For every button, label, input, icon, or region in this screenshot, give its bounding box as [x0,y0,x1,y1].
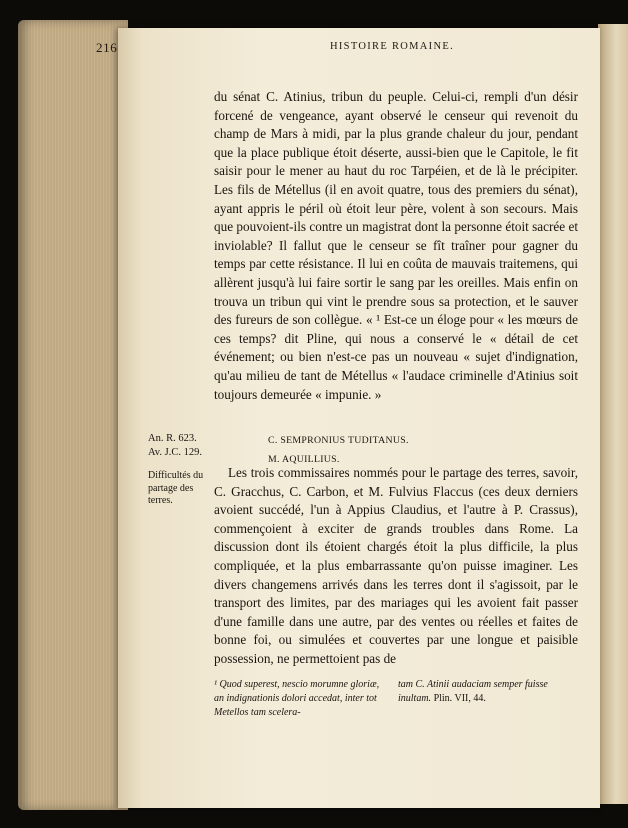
page-number: 216 [96,40,118,55]
year-margin-note [148,432,218,460]
year-rome: An. R. 623. [148,433,197,444]
main-paragraph: du sénat C. Atinius, tribun du peuple. Celui-ci, rempli d'un désir forcené de vengeance, ayant observé le censeur qui revenoit du champ de Mars à midi, par la plus grande chaleur du jour, pendant que la place publique étoit déserte, aussi-bien que le Capitole, le fit saisir pour le mener au haut du roc Tarpéien, et de là le précipiter. Les fils de Métellus (il en avoit quatre, tous des premiers du sénat), ayant appris le péril où étoit leur père, volent à son secours. Mais que pouvoient-ils contre un magistrat dont la personne étoit sacrée et inviolable? Il fallut que le censeur se fît traîner pour gagner du temps par cette résistance. Il lui en coûta de mauvais traitemens, qui allèrent jusqu'à lui faire sortir le sang par les oreilles. Mais enfin on trouva un tribun qui vint le prendre sous sa protection, et le sauver des fureurs de son collègue. « ¹ Est-ce un éloge pour « les mœurs de ces temps? dit Pline, qui nous a conservé le « détail de cet événement; ou bien n'est-ce pas un nouveau « sujet d'indignation, qu'au milieu de tant de Métellus « l'audace criminelle d'Atinius soit toujours demeurée « impunie. » [214,89,578,402]
consul-1: C. SEMPRONIUS TUDITANUS. [268,435,409,446]
year-bc: Av. J.C. 129. [148,447,202,458]
page-edges [18,20,128,810]
main-text [214,88,578,404]
facing-page-edge [598,24,628,804]
footnote-reference: Plin. VII, 44. [433,693,486,704]
second-section [214,464,578,669]
side-note: Difficultés du partage des terres. [148,470,204,506]
consul-2: M. AQUILLIUS. [268,454,340,465]
footnote-right-column [398,678,570,706]
footnote-left-column: ¹ Quod superest, nescio morumne gloriæ, an indignationis dolori accedat, inter tot Metellos tam scelera- [214,679,380,718]
running-title: HISTOIRE ROMAINE. [330,41,454,52]
footnote-quote: tam C. Atinii audaciam semper fuisse inultam. [398,679,548,704]
second-paragraph: Les trois commissaires nommés pour le partage des terres, savoir, C. Gracchus, C. Carbon, et M. Fulvius Flaccus (ces deux derniers avoient succédé, l'un à Appius Claudius, et l'autre à P. Crassus), commençoient à exciter de grands troubles dans Rome. La discussion dont ils étoient chargés étoit la plus difficile, la plus compliquée, et la plus embarrassante qu'on puisse imaginer. Les divers changemens arrivés dans les terres dont il s'agissoit, par le transport des limites, par des mariages qui les avoient fait passer d'une famille dans une autre, par des ventes ou réelles et faites de bonne foi, ou simulées et couvertes par une longue et paisible possession, ne permettoient pas de [214,465,578,666]
